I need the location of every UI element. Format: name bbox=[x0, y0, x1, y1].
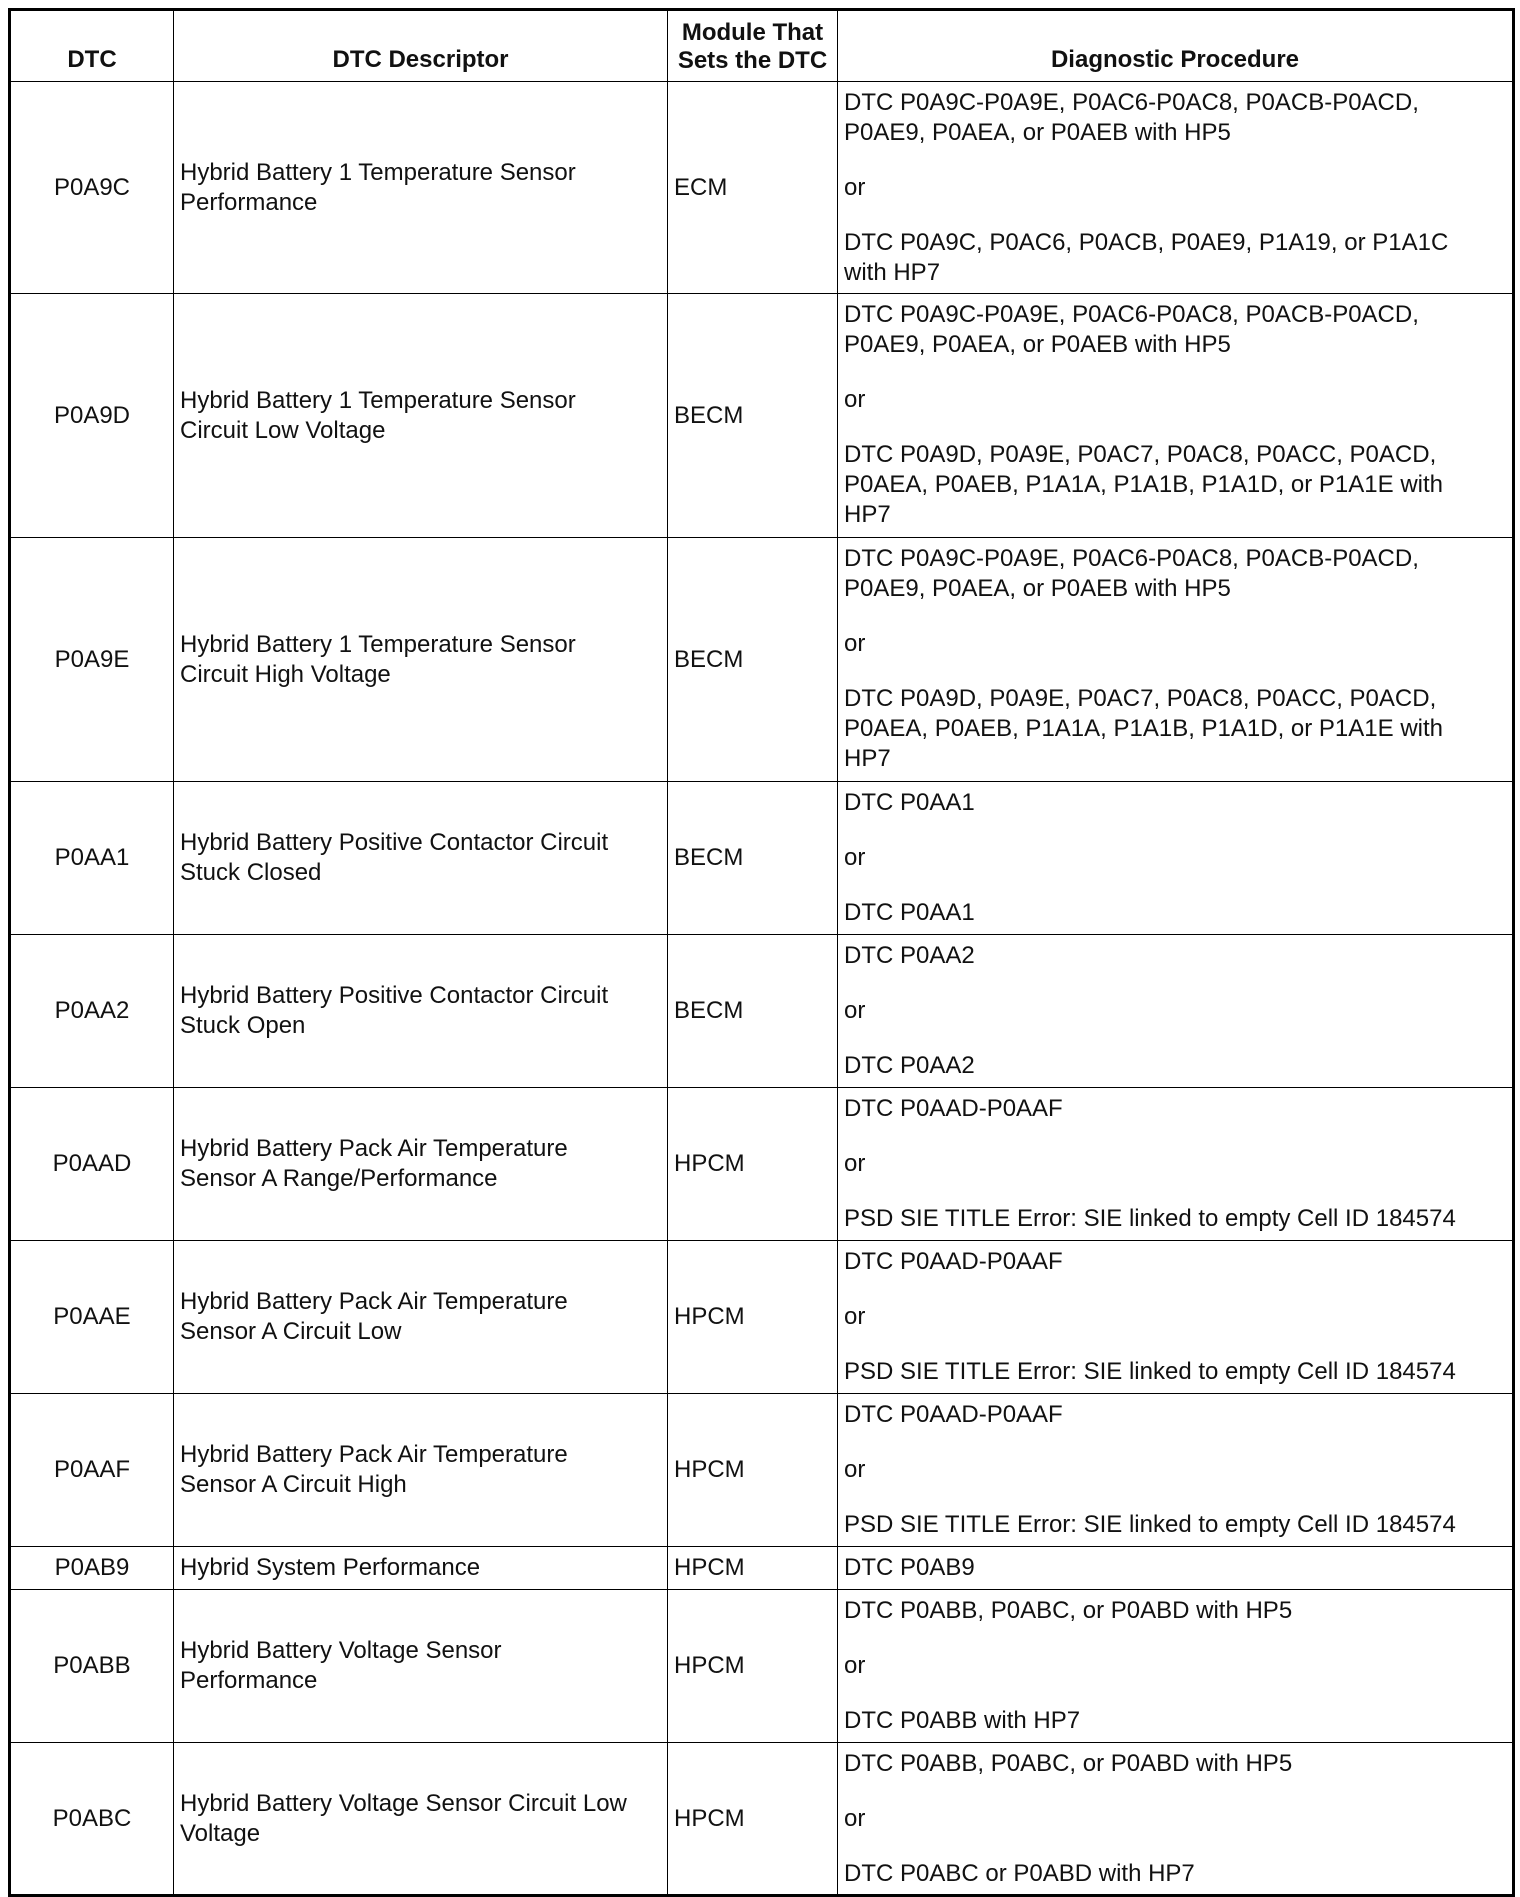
procedure-link-text: DTC P0A9D, P0A9E, P0AC7, P0AC8, P0ACC, P0ACD, bbox=[844, 441, 1437, 468]
dtc-descriptor-line1: Hybrid Battery Voltage Sensor Circuit Low bbox=[180, 1789, 627, 1817]
dtc-code: P0A9C bbox=[53, 173, 131, 201]
dtc-code-cell bbox=[10, 538, 174, 782]
dtc-descriptor-line1: Hybrid Battery Positive Contactor Circuit bbox=[180, 829, 609, 856]
procedure-link-text: HP7 bbox=[844, 501, 891, 528]
module-name: HPCM bbox=[674, 1804, 745, 1832]
diagnostic-procedure-cell bbox=[838, 538, 1514, 782]
table-row bbox=[10, 1547, 1514, 1590]
procedure-link-text: P0AEA, P0AEB, P1A1A, P1A1B, P1A1D, or P1A1E with bbox=[844, 715, 1443, 742]
module-name: BECM bbox=[674, 844, 744, 871]
procedure-link-text: DTC P0A9C-P0A9E, P0AC6-P0AC8, P0ACB-P0ACD, bbox=[844, 89, 1419, 116]
dtc-descriptor-line2: Stuck Closed bbox=[180, 859, 322, 886]
procedure-link-text: DTC P0A9C, P0AC6, P0ACB, P0AE9, P1A19, or P1A1C bbox=[844, 229, 1449, 256]
dtc-descriptor-cell bbox=[174, 294, 668, 538]
procedure-link-text: DTC P0AAD-P0AAF bbox=[844, 1095, 1063, 1122]
header-module-line2: Sets the DTC bbox=[677, 47, 828, 74]
module-name: BECM bbox=[674, 645, 744, 673]
dtc-code-cell bbox=[10, 1743, 174, 1896]
dtc-descriptor-cell bbox=[174, 82, 668, 294]
procedure-link-text: DTC P0A9C-P0A9E, P0AC6-P0AC8, P0ACB-P0ACD, bbox=[844, 545, 1419, 572]
dtc-descriptor-cell bbox=[174, 1743, 668, 1896]
diagnostic-procedure-cell bbox=[838, 1590, 1514, 1743]
dtc-descriptor-line1: Hybrid System Performance bbox=[180, 1554, 481, 1581]
header-procedure: Diagnostic Procedure bbox=[838, 10, 1514, 82]
procedure-link-text: PSD SIE TITLE Error: SIE linked to empty Cell ID 184574 bbox=[844, 1358, 1456, 1385]
dtc-descriptor-cell bbox=[174, 1547, 668, 1590]
procedure-link-text: PSD SIE TITLE Error: SIE linked to empty Cell ID 184574 bbox=[844, 1205, 1456, 1232]
procedure-or: or bbox=[844, 174, 866, 201]
dtc-descriptor-cell bbox=[174, 538, 668, 782]
module-cell bbox=[668, 1088, 838, 1241]
module-name: HPCM bbox=[674, 1150, 745, 1177]
table-row bbox=[10, 1394, 1514, 1547]
module-cell bbox=[668, 294, 838, 538]
procedure-primary bbox=[844, 941, 1506, 971]
dtc-code-cell bbox=[10, 1088, 174, 1241]
dtc-code: P0A9D bbox=[53, 401, 131, 429]
table-row bbox=[10, 1590, 1514, 1743]
procedure-link-text: DTC P0AA2 bbox=[844, 1052, 975, 1079]
dtc-descriptor-line1: Hybrid Battery Pack Air Temperature bbox=[180, 1288, 568, 1315]
procedure-link-text: DTC P0ABB, P0ABC, or P0ABD with HP5 bbox=[844, 1597, 1293, 1624]
dtc-code-cell bbox=[10, 935, 174, 1088]
table-row bbox=[10, 935, 1514, 1088]
dtc-descriptor-cell bbox=[174, 1241, 668, 1394]
module-cell bbox=[668, 1547, 838, 1590]
procedure-alternate bbox=[844, 1357, 1506, 1387]
module-name: HPCM bbox=[674, 1554, 745, 1581]
dtc-table bbox=[8, 8, 1515, 1897]
procedure-or: or bbox=[844, 997, 866, 1024]
procedure-alternate bbox=[844, 1510, 1506, 1540]
dtc-descriptor-line1: Hybrid Battery 1 Temperature Sensor bbox=[180, 386, 576, 414]
diagnostic-procedure-cell bbox=[838, 1547, 1514, 1590]
header-module-line1: Module That bbox=[681, 19, 824, 46]
table-row bbox=[10, 782, 1514, 935]
dtc-code: P0ABB bbox=[53, 1652, 131, 1679]
procedure-primary bbox=[844, 1553, 1506, 1583]
procedure-link-text: DTC P0AAD-P0AAF bbox=[844, 1401, 1063, 1428]
procedure-or: or bbox=[844, 1805, 866, 1832]
procedure-or: or bbox=[844, 844, 866, 871]
procedure-link-text: DTC P0AA2 bbox=[844, 942, 975, 969]
diagnostic-procedure-cell bbox=[838, 782, 1514, 935]
procedure-or: or bbox=[844, 1150, 866, 1177]
dtc-descriptor-line1: Hybrid Battery Pack Air Temperature bbox=[180, 1441, 568, 1468]
procedure-alternate bbox=[844, 1204, 1506, 1234]
procedure-alternate bbox=[844, 228, 1506, 288]
module-cell bbox=[668, 538, 838, 782]
dtc-descriptor-line2: Performance bbox=[180, 1667, 318, 1694]
procedure-primary bbox=[844, 1247, 1506, 1277]
module-name: HPCM bbox=[674, 1652, 745, 1679]
procedure-alternate bbox=[844, 440, 1506, 530]
dtc-descriptor-line2: Voltage bbox=[180, 1819, 261, 1847]
module-cell bbox=[668, 82, 838, 294]
dtc-descriptor-line1: Hybrid Battery Pack Air Temperature bbox=[180, 1135, 568, 1162]
module-cell bbox=[668, 782, 838, 935]
procedure-alternate bbox=[844, 684, 1506, 774]
dtc-descriptor-cell bbox=[174, 1590, 668, 1743]
table-row bbox=[10, 294, 1514, 538]
procedure-primary bbox=[844, 544, 1506, 604]
module-cell bbox=[668, 1394, 838, 1547]
procedure-primary bbox=[844, 1596, 1506, 1626]
procedure-or: or bbox=[844, 386, 866, 413]
procedure-link-text: DTC P0ABC or P0ABD with HP7 bbox=[844, 1860, 1195, 1887]
dtc-descriptor-line1: Hybrid Battery 1 Temperature Sensor bbox=[180, 630, 576, 658]
procedure-primary bbox=[844, 1749, 1506, 1779]
procedure-link-text: P0AE9, P0AEA, or P0AEB with HP5 bbox=[844, 575, 1231, 602]
table-body bbox=[10, 82, 1514, 1896]
diagnostic-procedure-cell bbox=[838, 1743, 1514, 1896]
dtc-code-cell bbox=[10, 294, 174, 538]
table-row bbox=[10, 1743, 1514, 1896]
dtc-code: P0ABC bbox=[52, 1804, 132, 1832]
dtc-descriptor-line1: Hybrid Battery Voltage Sensor bbox=[180, 1637, 502, 1664]
procedure-link-text: with HP7 bbox=[844, 259, 941, 286]
procedure-link-text: DTC P0AB9 bbox=[844, 1554, 975, 1581]
procedure-primary bbox=[844, 88, 1506, 148]
procedure-link-text: PSD SIE TITLE Error: SIE linked to empty Cell ID 184574 bbox=[844, 1511, 1456, 1538]
table-row bbox=[10, 1241, 1514, 1394]
dtc-descriptor-line1: Hybrid Battery 1 Temperature Sensor bbox=[180, 158, 576, 186]
header-row bbox=[10, 10, 1514, 82]
dtc-code: P0AAD bbox=[52, 1150, 132, 1177]
module-name: ECM bbox=[674, 173, 728, 201]
dtc-descriptor-line2: Stuck Open bbox=[180, 1012, 306, 1039]
table-row bbox=[10, 538, 1514, 782]
header-module bbox=[668, 10, 838, 82]
procedure-primary bbox=[844, 1094, 1506, 1124]
procedure-link-text: DTC P0AA1 bbox=[844, 789, 975, 816]
dtc-code-cell bbox=[10, 1590, 174, 1743]
procedure-or: or bbox=[844, 1456, 866, 1483]
module-cell bbox=[668, 1590, 838, 1743]
procedure-link-text: DTC P0ABB with HP7 bbox=[844, 1707, 1081, 1734]
module-name: HPCM bbox=[674, 1303, 745, 1330]
header-dtc: DTC bbox=[10, 10, 174, 82]
dtc-code: P0AA1 bbox=[54, 844, 130, 871]
procedure-link-text: P0AE9, P0AEA, or P0AEB with HP5 bbox=[844, 119, 1231, 146]
procedure-link-text: DTC P0A9D, P0A9E, P0AC7, P0AC8, P0ACC, P0ACD, bbox=[844, 685, 1437, 712]
procedure-link-text: DTC P0AAD-P0AAF bbox=[844, 1248, 1063, 1275]
dtc-descriptor-line2: Circuit High Voltage bbox=[180, 660, 391, 688]
dtc-descriptor-cell bbox=[174, 935, 668, 1088]
diagnostic-procedure-cell bbox=[838, 1241, 1514, 1394]
procedure-link-text: P0AEA, P0AEB, P1A1A, P1A1B, P1A1D, or P1A1E with bbox=[844, 471, 1443, 498]
dtc-code-cell bbox=[10, 82, 174, 294]
procedure-primary bbox=[844, 300, 1506, 360]
dtc-descriptor-line2: Sensor A Range/Performance bbox=[180, 1165, 498, 1192]
dtc-code: P0AB9 bbox=[54, 1554, 130, 1581]
dtc-code: P0AAF bbox=[53, 1456, 131, 1483]
procedure-alternate bbox=[844, 1859, 1506, 1889]
dtc-document bbox=[8, 8, 1512, 1887]
procedure-link-text: DTC P0A9C-P0A9E, P0AC6-P0AC8, P0ACB-P0ACD, bbox=[844, 301, 1419, 328]
procedure-or: or bbox=[844, 630, 866, 657]
module-name: BECM bbox=[674, 401, 744, 429]
procedure-link-text: DTC P0AA1 bbox=[844, 899, 975, 926]
dtc-code-cell bbox=[10, 1394, 174, 1547]
module-name: BECM bbox=[674, 997, 744, 1024]
dtc-code: P0AAE bbox=[53, 1303, 131, 1330]
dtc-code-cell bbox=[10, 1241, 174, 1394]
dtc-descriptor-cell bbox=[174, 1088, 668, 1241]
diagnostic-procedure-cell bbox=[838, 935, 1514, 1088]
procedure-link-text: DTC P0ABB, P0ABC, or P0ABD with HP5 bbox=[844, 1750, 1293, 1777]
procedure-alternate bbox=[844, 1706, 1506, 1736]
dtc-code-cell bbox=[10, 782, 174, 935]
module-cell bbox=[668, 1743, 838, 1896]
table-row bbox=[10, 82, 1514, 294]
procedure-alternate bbox=[844, 898, 1506, 928]
module-name: HPCM bbox=[674, 1456, 745, 1483]
module-cell bbox=[668, 935, 838, 1088]
procedure-primary bbox=[844, 788, 1506, 818]
table-row bbox=[10, 1088, 1514, 1241]
procedure-link-text: HP7 bbox=[844, 745, 891, 772]
procedure-alternate bbox=[844, 1051, 1506, 1081]
dtc-descriptor-line1: Hybrid Battery Positive Contactor Circuit bbox=[180, 982, 609, 1009]
procedure-or: or bbox=[844, 1303, 866, 1330]
header-descriptor: DTC Descriptor bbox=[174, 10, 668, 82]
dtc-descriptor-line2: Sensor A Circuit Low bbox=[180, 1318, 402, 1345]
dtc-code: P0A9E bbox=[54, 645, 130, 673]
dtc-descriptor-line2: Performance bbox=[180, 188, 318, 216]
diagnostic-procedure-cell bbox=[838, 82, 1514, 294]
dtc-descriptor-cell bbox=[174, 1394, 668, 1547]
procedure-link-text: P0AE9, P0AEA, or P0AEB with HP5 bbox=[844, 331, 1231, 358]
diagnostic-procedure-cell bbox=[838, 1394, 1514, 1547]
dtc-code: P0AA2 bbox=[54, 997, 130, 1024]
module-cell bbox=[668, 1241, 838, 1394]
dtc-descriptor-line2: Circuit Low Voltage bbox=[180, 416, 386, 444]
dtc-descriptor-cell bbox=[174, 782, 668, 935]
dtc-code-cell bbox=[10, 1547, 174, 1590]
procedure-or: or bbox=[844, 1652, 866, 1679]
diagnostic-procedure-cell bbox=[838, 1088, 1514, 1241]
procedure-primary bbox=[844, 1400, 1506, 1430]
diagnostic-procedure-cell bbox=[838, 294, 1514, 538]
dtc-descriptor-line2: Sensor A Circuit High bbox=[180, 1471, 407, 1498]
